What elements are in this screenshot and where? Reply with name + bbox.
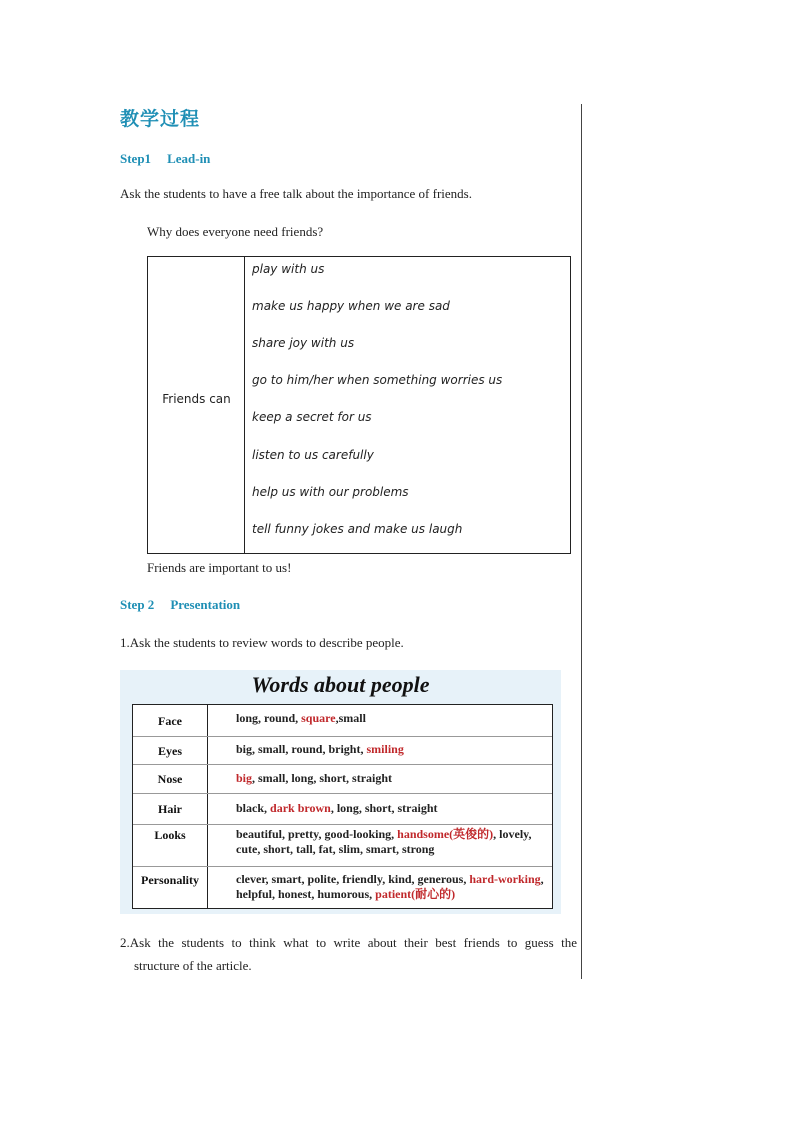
page-title: 教学过程: [120, 108, 201, 130]
words-desc: [236, 872, 552, 902]
friends-table-label-cell: [148, 257, 245, 553]
friends-item: make us happy when we are sad: [252, 299, 450, 313]
task1-text: 1.Ask the students to review words to describe people.: [120, 635, 404, 650]
highlighted-word: handsome(英俊的): [397, 827, 494, 841]
word-text: , lovely, cute, short, tall, fat, slim, smart, strong: [236, 827, 532, 856]
word-text: beautiful, pretty, good-looking,: [236, 827, 398, 841]
words-category: Hair: [158, 802, 182, 816]
words-category: Face: [158, 714, 182, 728]
word-text: , long, short, straight: [330, 801, 438, 815]
highlighted-word: patient(耐心的): [375, 887, 456, 901]
words-row: [133, 705, 552, 736]
words-category: Nose: [157, 772, 183, 786]
words-category: Personality: [141, 873, 199, 887]
friends-table: [147, 256, 571, 554]
words-category: Eyes: [158, 744, 182, 758]
step1-name: Lead-in: [167, 151, 211, 166]
words-desc: [236, 742, 552, 757]
step1-label: Step1: [120, 151, 152, 166]
friends-item: share joy with us: [252, 336, 355, 350]
friends-item: help us with our problems: [252, 485, 409, 499]
words-row: [133, 866, 552, 909]
highlighted-word: square: [301, 711, 336, 725]
step2-label: Step 2: [120, 597, 155, 612]
words-figure-title: Words about people: [251, 672, 430, 697]
words-table: [132, 704, 553, 909]
highlighted-word: big: [236, 771, 253, 785]
word-text: clever, smart, polite, friendly, kind, generous,: [236, 872, 470, 886]
words-category: Looks: [154, 828, 186, 842]
step1-heading: [120, 151, 210, 167]
friends-item: go to him/her when something worries us: [252, 373, 503, 387]
words-row: [133, 764, 552, 793]
word-text: , small, long, short, straight: [252, 771, 393, 785]
step2-name: Presentation: [170, 597, 241, 612]
words-about-people-figure: [120, 670, 561, 914]
task2-text-line1: 2.Ask the students to think what to write about their best friends to guess the: [120, 935, 577, 950]
question-text: Why does everyone need friends?: [147, 224, 324, 239]
word-text: , helpful, honest, humorous,: [236, 872, 544, 901]
friends-table-label: Friends can: [162, 392, 231, 406]
word-text: black,: [236, 801, 271, 815]
words-desc: [236, 771, 552, 786]
friends-item: listen to us carefully: [252, 448, 374, 462]
friends-item: keep a secret for us: [252, 410, 372, 424]
words-row: [133, 824, 552, 866]
words-row: [133, 793, 552, 824]
highlighted-word: dark brown: [270, 801, 331, 815]
task2-text-line2: structure of the article.: [134, 958, 252, 973]
word-text: long, round,: [236, 711, 302, 725]
friends-item: tell funny jokes and make us laugh: [252, 522, 463, 536]
friends-item: play with us: [252, 262, 325, 276]
words-row: [133, 736, 552, 764]
conclusion-text: Friends are important to us!: [147, 560, 292, 575]
highlighted-word: smiling: [366, 742, 404, 756]
margin-rule: [581, 104, 582, 979]
words-desc: [236, 801, 552, 816]
word-text: ,small: [335, 711, 366, 725]
leadin-text: Ask the students to have a free talk about the importance of friends.: [120, 186, 472, 201]
word-text: big, small, round, bright,: [236, 742, 367, 756]
step2-heading: [120, 597, 240, 613]
words-desc: [236, 711, 552, 726]
words-desc: [236, 827, 552, 857]
highlighted-word: hard-working: [469, 872, 541, 886]
